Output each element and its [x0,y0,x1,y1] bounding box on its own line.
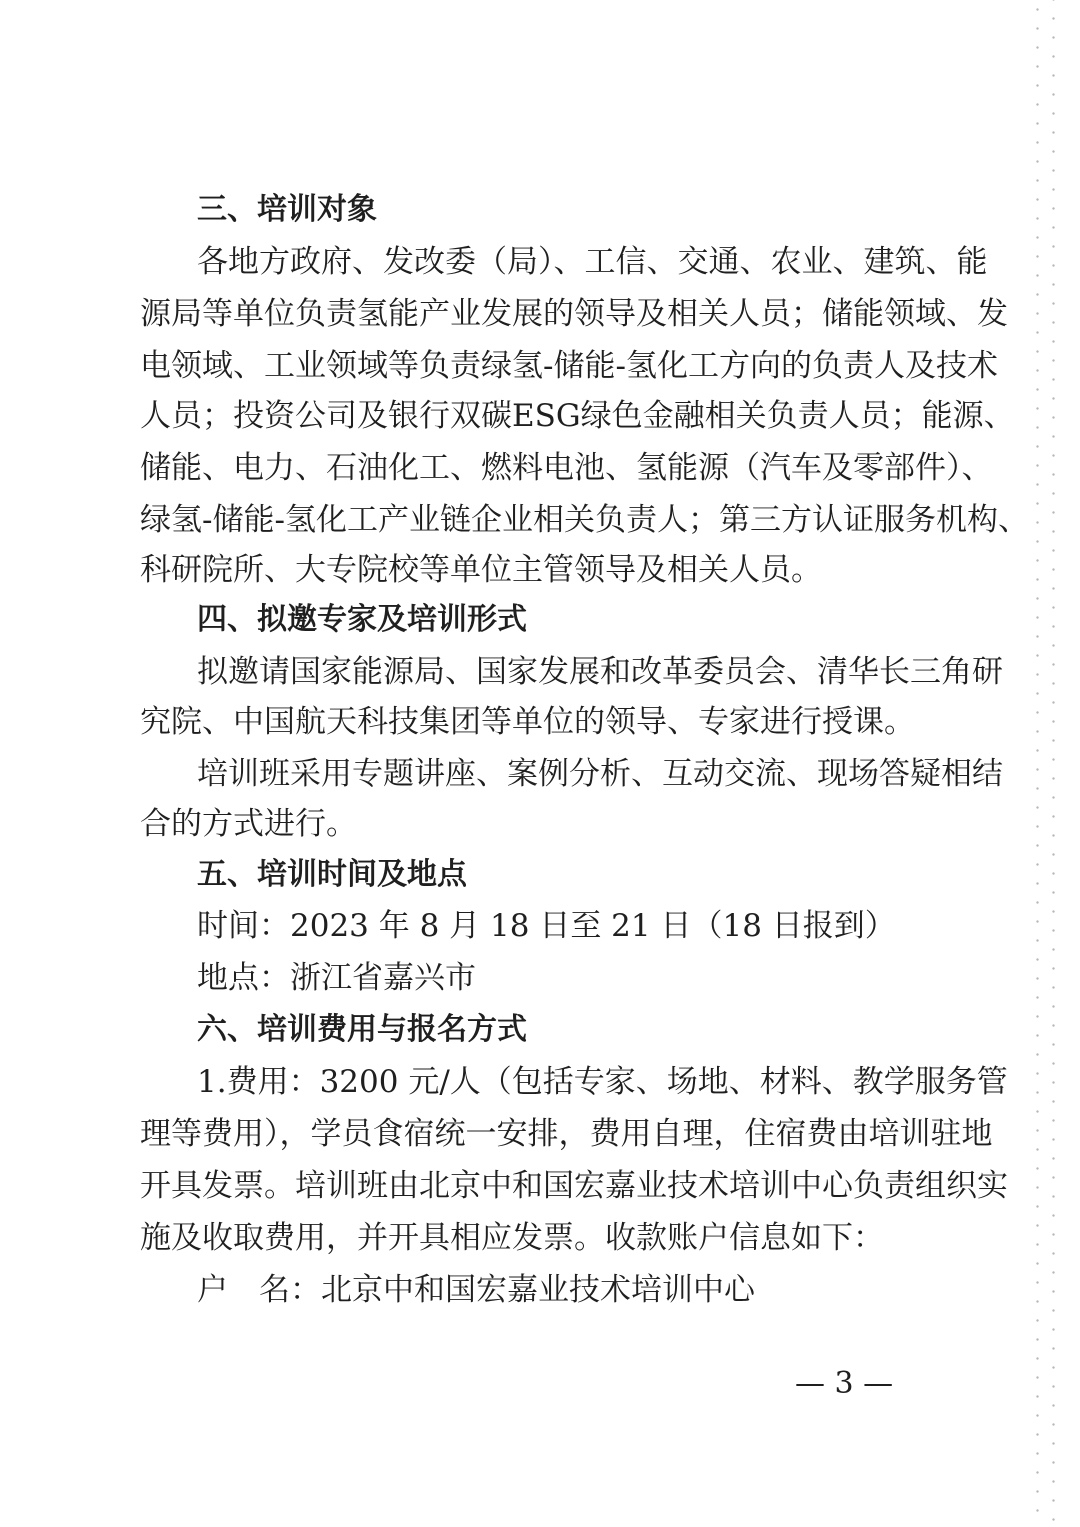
paragraph-line: 1.费用：3200 元/人（包括专家、场地、材料、教学服务管 [197,1064,1008,1100]
section-heading: 三、培训对象 [197,192,377,227]
binding-edge-dots [1036,0,1039,1527]
paragraph-line: 理等费用），学员食宿统一安排，费用自理，住宿费由培训驻地 [140,1116,993,1152]
paragraph-line: 源局等单位负责氢能产业发展的领导及相关人员；储能领域、发 [140,296,1008,332]
paragraph-line: 施及收取费用，并开具相应发票。收款账户信息如下： [140,1220,884,1256]
paragraph-line: 户 名：北京中和国宏嘉业技术培训中心 [197,1272,755,1308]
section-heading: 四、拟邀专家及培训形式 [197,602,527,637]
binding-edge-dots [1052,0,1055,1527]
paragraph-line: 究院、中国航天科技集团等单位的领导、专家进行授课。 [140,704,915,740]
section-heading: 五、培训时间及地点 [197,857,467,892]
paragraph-line: 人员；投资公司及银行双碳ESG绿色金融相关负责人员；能源、 [140,398,1015,434]
paragraph-line: 培训班采用专题讲座、案例分析、互动交流、现场答疑相结 [197,756,1003,792]
paragraph-line: 合的方式进行。 [140,806,357,842]
paragraph-line: 电领域、工业领域等负责绿氢-储能-氢化工方向的负责人及技术 [140,348,998,384]
paragraph-line: 科研院所、大专院校等单位主管领导及相关人员。 [140,552,822,588]
paragraph-line: 拟邀请国家能源局、国家发展和改革委员会、清华长三角研 [197,654,1003,690]
page-number: — 3 — [795,1366,894,1401]
paragraph-line: 储能、电力、石油化工、燃料电池、氢能源（汽车及零部件）、 [140,450,993,486]
paragraph-line: 各地方政府、发改委（局）、工信、交通、农业、建筑、能 [197,244,988,280]
section-heading: 六、培训费用与报名方式 [197,1012,527,1047]
paragraph-line: 地点：浙江省嘉兴市 [197,960,476,996]
paragraph-line: 时间：2023 年 8 月 18 日至 21 日（18 日报到） [197,908,896,944]
paragraph-line: 绿氢-储能-氢化工产业链企业相关负责人；第三方认证服务机构、 [140,502,1029,538]
paragraph-line: 开具发票。培训班由北京中和国宏嘉业技术培训中心负责组织实 [140,1168,1008,1204]
